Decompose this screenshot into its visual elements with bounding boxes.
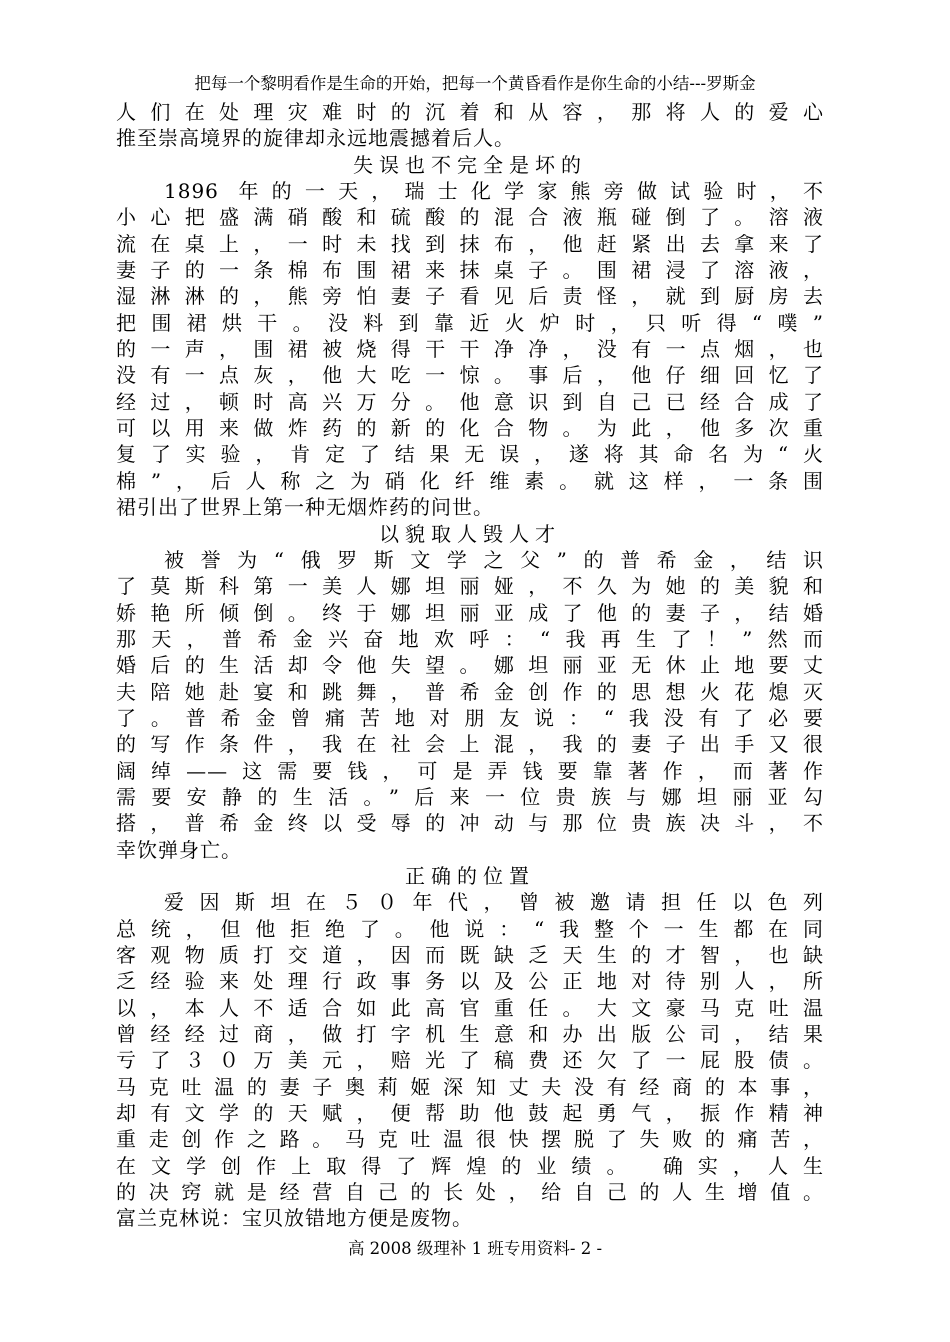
page-header-quote: 把每一个黎明看作是生命的开始，把每一个黄昏看作是你生命的小结---罗斯金	[194, 74, 756, 93]
text-line: 夫陪她赴宴和跳舞，普希金创作的思想火花熄灭	[116, 679, 824, 704]
text-line: 没有一点灰，他大吃一惊。事后，他仔细回忆了	[116, 363, 824, 388]
text-line: 推至崇高境界的旋律却永远地震撼着后人。	[116, 126, 515, 151]
text-line: 的一声，围裙被烧得干干净净，没有一点烟，也	[116, 337, 824, 362]
text-line: 湿淋淋的，熊旁怕妻子看见后责怪，就到厨房去	[116, 284, 824, 309]
article-body	[116, 99, 824, 1232]
text-line: 流在桌上，一时未找到抹布，他赶紧出去拿来了	[116, 231, 824, 256]
text-line: 客观物质打交道，因而既缺乏天生的才智，也缺	[116, 943, 824, 967]
text-line: 在文学创作上取得了辉煌的业绩。 确实，人生	[116, 1153, 824, 1178]
text-line: 的决窍就是经营自己的长处，给自己的人生增值。	[116, 1180, 824, 1205]
section-title: 以貌取人毁人才	[379, 521, 561, 546]
text-line: 人们在处理灾难时的沉着和从容，那将人的爱心	[116, 100, 824, 124]
text-line: 婚后的生活却令他失望。娜坦丽亚无休止地要丈	[116, 653, 824, 678]
text-line: 1896 年的一天，瑞士化学家熊旁做试验时，不	[164, 179, 824, 204]
text-line: 妻子的一条棉布围裙来抹桌子。围裙浸了溶液，	[116, 258, 824, 283]
text-line: 幸饮弹身亡。	[116, 837, 242, 862]
text-line: 了莫斯科第一美人娜坦丽娅，不久为她的美貌和	[116, 574, 824, 599]
text-line: 亏了３０万美元，赔光了稿费还欠了一屁股债。	[116, 1048, 824, 1073]
text-line: 乏经验来处理行政事务以及公正地对待别人，所	[116, 969, 824, 994]
section-title: 失误也不完全是坏的	[353, 152, 587, 177]
text-line: 裙引出了世界上第一种无烟炸药的问世。	[116, 495, 494, 520]
text-line: 富兰克林说：宝贝放错地方便是废物。	[116, 1206, 473, 1231]
text-line: 重走创作之路。马克吐温很快摆脱了失败的痛苦，	[116, 1127, 824, 1152]
text-line: 被誉为“俄罗斯文学之父”的普希金，结识	[164, 547, 824, 572]
text-line: 那天，普希金兴奋地欢呼：“我再生了！”然而	[116, 626, 824, 651]
text-line: 总统，但他拒绝了。他说：“我整个一生都在同	[116, 916, 824, 941]
text-line: 阔绰——这需要钱，可是弄钱要靠著作，而著作	[116, 758, 824, 783]
text-line: 小心把盛满硝酸和硫酸的混合液瓶碰倒了。溶液	[116, 205, 824, 230]
text-line: 的写作条件，我在社会上混，我的妻子出手又很	[116, 732, 824, 757]
text-line: 把围裙烘干。没料到靠近火炉时，只听得“噗”	[116, 310, 824, 335]
text-line: 曾经经过商，做打字机生意和办出版公司，结果	[116, 1022, 824, 1047]
text-line: 以，本人不适合如此高官重任。大文豪马克吐温	[116, 995, 824, 1020]
text-line: 需要安静的生活。”后来一位贵族与娜坦丽亚勾	[116, 784, 824, 809]
section-title: 正确的位置	[405, 863, 535, 888]
text-line: 搭，普希金终以受辱的冲动与那位贵族决斗，不	[116, 811, 824, 836]
text-line: 复了实验，肯定了结果无误，遂将其命名为“火	[116, 442, 824, 467]
page-footer: 高 2008 级理补 1 班专用资料- 2 -	[347, 1239, 603, 1258]
text-line: 爱因斯坦在５０年代，曾被邀请担任以色列	[164, 890, 824, 915]
text-line: 经过，顿时高兴万分。他意识到自己已经合成了	[116, 389, 824, 414]
text-line: 棉”，后人称之为硝化纤维素。就这样，一条围	[116, 468, 824, 493]
text-line: 可以用来做炸药的新的化合物。为此，他多次重	[116, 416, 824, 441]
text-line: 了。普希金曾痛苦地对朋友说：“我没有了必要	[116, 705, 824, 730]
text-line: 马克吐温的妻子奥莉姬深知丈夫没有经商的本事，	[116, 1074, 824, 1099]
text-line: 娇艳所倾倒。终于娜坦丽亚成了他的妻子，结婚	[116, 600, 824, 625]
text-line: 却有文学的天赋，便帮助他鼓起勇气，振作精神	[116, 1101, 824, 1126]
